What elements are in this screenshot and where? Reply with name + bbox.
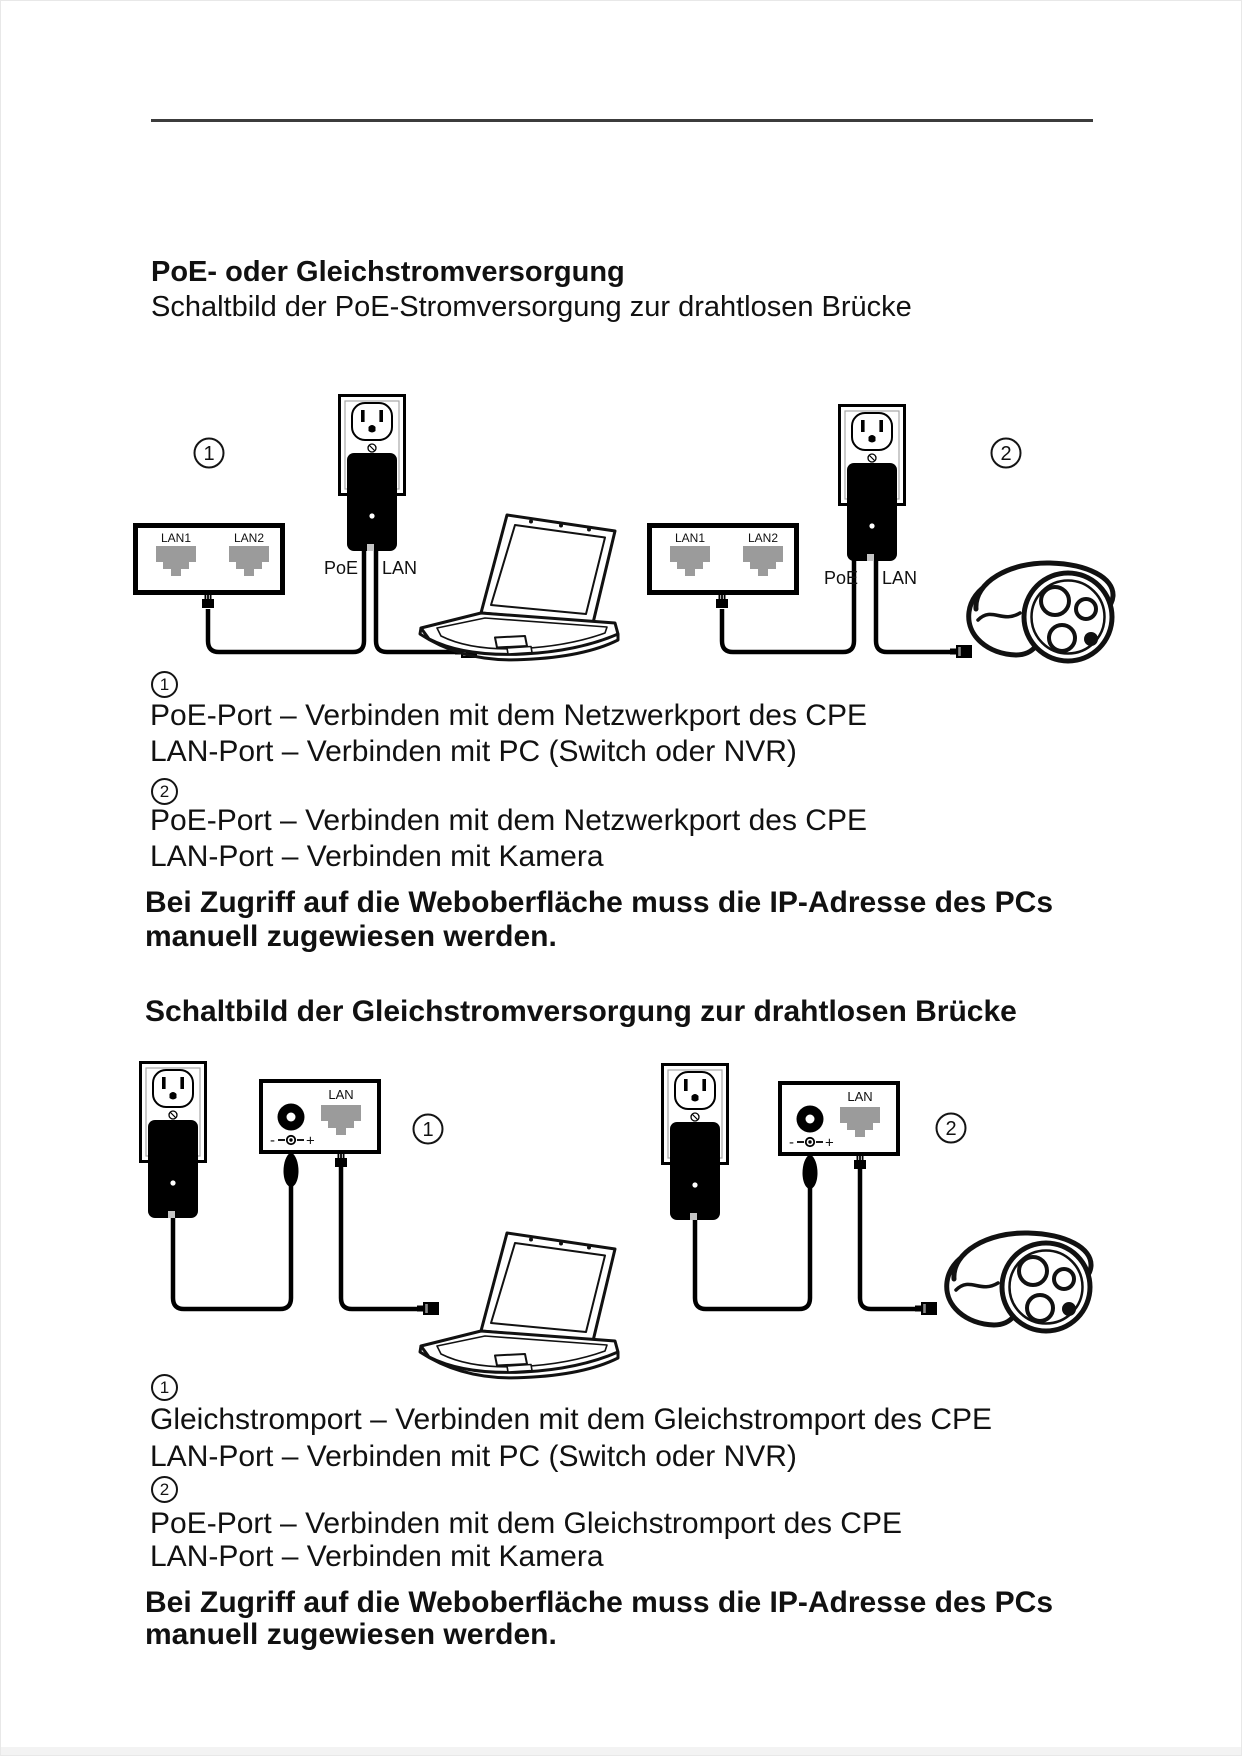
callout-2-badge bbox=[937, 1114, 966, 1143]
note-callout-2: 2 bbox=[151, 778, 178, 805]
callout-1-badge bbox=[195, 439, 224, 468]
ethernet-connector-icon bbox=[950, 645, 972, 658]
page-title: PoE- oder Gleichstromversorgung bbox=[151, 256, 625, 288]
dc-wiring-diagram bbox=[101, 1041, 1161, 1386]
wall-outlet-poe-injector-icon bbox=[340, 396, 405, 552]
wall-outlet-poe-injector-icon bbox=[840, 406, 905, 562]
svg-text:1: 1 bbox=[422, 1119, 434, 1141]
svg-text:2: 2 bbox=[1000, 443, 1012, 465]
dc-section-title: Schaltbild der Gleichstromversorgung zur drahtlosen Brücke bbox=[145, 995, 1017, 1028]
dc-note-line: LAN-Port – Verbinden mit Kamera bbox=[150, 1540, 604, 1573]
ip-address-note bbox=[145, 886, 1053, 954]
wall-outlet-dc-adapter-icon bbox=[141, 1063, 206, 1219]
poe-port-label: PoE bbox=[323, 558, 358, 578]
laptop-icon bbox=[420, 515, 618, 660]
note-callout-1: 1 bbox=[151, 1374, 178, 1401]
ip-address-note bbox=[145, 1587, 1053, 1651]
ip-note-line2: manuell zugewiesen werden. bbox=[145, 1618, 557, 1651]
ip-note-line2: manuell zugewiesen werden. bbox=[145, 920, 557, 953]
poe-wiring-diagram bbox=[101, 346, 1161, 668]
poe-note-line: LAN-Port – Verbinden mit PC (Switch oder NVR) bbox=[150, 735, 797, 768]
poe-note-line: LAN-Port – Verbinden mit Kamera bbox=[150, 840, 604, 873]
note-callout-2: 2 bbox=[151, 1476, 178, 1503]
dc-note-line: PoE-Port – Verbinden mit dem Gleichstromport des CPE bbox=[150, 1507, 902, 1540]
note-callout-1: 1 bbox=[151, 671, 178, 698]
ethernet-connector-icon bbox=[915, 1302, 937, 1315]
page-bottom-edge bbox=[1, 1747, 1241, 1755]
svg-text:2: 2 bbox=[945, 1118, 957, 1140]
dc-note-line: LAN-Port – Verbinden mit PC (Switch oder NVR) bbox=[150, 1440, 797, 1473]
poe-note-line: PoE-Port – Verbinden mit dem Netzwerkport des CPE bbox=[150, 804, 867, 837]
dc-note-line: Gleichstromport – Verbinden mit dem Gleichstromport des CPE bbox=[150, 1403, 993, 1436]
lan-port-label: LAN bbox=[382, 558, 418, 578]
callout-2-badge bbox=[992, 439, 1021, 468]
ethernet-connector-icon bbox=[417, 1302, 439, 1315]
callout-1-badge bbox=[414, 1115, 443, 1144]
header-rule bbox=[151, 119, 1093, 122]
cpe-device-icon bbox=[650, 526, 797, 609]
poe-section-subtitle: Schaltbild der PoE-Stromversorgung zur drahtlosen Brücke bbox=[151, 291, 912, 323]
poe-port-label: PoE bbox=[823, 568, 858, 588]
cctv-camera-icon bbox=[969, 563, 1113, 661]
laptop-icon bbox=[420, 1233, 618, 1378]
svg-text:1: 1 bbox=[203, 443, 215, 465]
cpe-dc-lan-panel-icon bbox=[780, 1083, 898, 1189]
ip-note-line1: Bei Zugriff auf die Weboberfläche muss die IP-Adresse des PCs bbox=[145, 1586, 1054, 1619]
cpe-dc-lan-panel-icon bbox=[261, 1081, 379, 1187]
wall-outlet-dc-adapter-icon bbox=[663, 1065, 728, 1221]
poe-note-line: PoE-Port – Verbinden mit dem Netzwerkport des CPE bbox=[150, 699, 867, 732]
lan-port-label: LAN bbox=[882, 568, 918, 588]
cpe-device-icon bbox=[136, 526, 283, 609]
cctv-camera-icon bbox=[947, 1233, 1091, 1331]
ip-note-line1: Bei Zugriff auf die Weboberfläche muss die IP-Adresse des PCs bbox=[145, 886, 1054, 919]
